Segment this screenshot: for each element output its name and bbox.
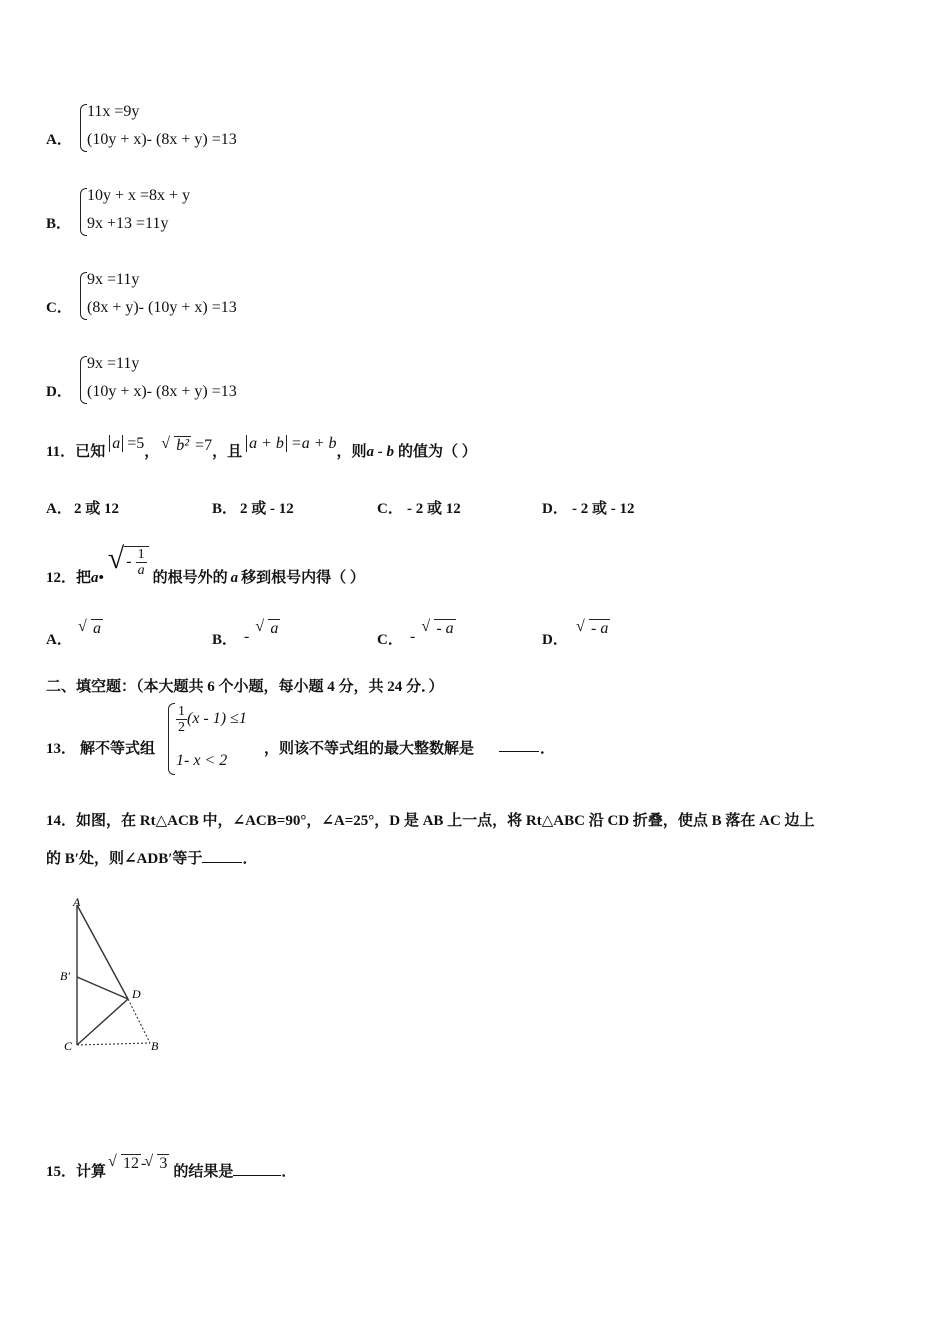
eq-5: =5 [123, 435, 145, 452]
label-b: B [151, 1039, 159, 1053]
option-label: B． [212, 501, 238, 517]
option-label: C． [377, 632, 403, 648]
question-15 [46, 1152, 297, 1180]
period: ． [281, 1164, 297, 1180]
var-a: a [230, 570, 239, 586]
label-d: D [132, 987, 141, 1001]
question-text: 解不等式组 [80, 741, 156, 757]
equation-1: 9x =11y [87, 271, 140, 288]
question-12 [46, 534, 365, 586]
brace [80, 356, 87, 404]
question-number: 12． [46, 570, 77, 586]
minus: - [141, 1155, 147, 1172]
a-dot: a• [91, 570, 104, 586]
question-11 [46, 435, 477, 461]
option-label: D． [542, 632, 568, 648]
sqrt-b2 [163, 437, 212, 454]
question-text: 的结果是 [173, 1164, 234, 1180]
brace [168, 703, 175, 775]
inequality-rest: (x - 1) ≤1 [187, 710, 247, 728]
equation-2: 9x +13 =11y [87, 215, 169, 232]
numerator: 1 [137, 546, 145, 562]
prefix: - [244, 628, 250, 645]
option-sqrt [80, 620, 103, 638]
inequality-2: 1- x < 2 [176, 752, 228, 769]
option-label: B． [212, 632, 238, 648]
option-label: C． [377, 501, 403, 517]
question-number: 15． [46, 1164, 77, 1180]
equation-2: (10y + x)- (8x + y) =13 [87, 131, 237, 148]
question-number: 13． [46, 741, 77, 757]
sqrt-expression [110, 1155, 169, 1172]
equation-1: 10y + x =8x + y [87, 187, 191, 204]
question-text: ，则 [336, 444, 367, 460]
question-text-line-1: 14．如图，在 Rt△ACB 中，∠ACB=90°，∠A=25°，D 是 AB 上一点，将 Rt△ABC 沿 CD 折叠，使点 B 落在 AC 边上 [46, 813, 815, 829]
radicand-12: 12 [123, 1155, 140, 1172]
question-text: 计算 [76, 1164, 107, 1180]
radicand: - a [591, 620, 609, 637]
abs-a-inner: a [109, 435, 123, 452]
option-label: C． [46, 300, 72, 316]
denominator: 2 [178, 720, 185, 735]
equation-2: (8x + y)- (10y + x) =13 [87, 299, 237, 316]
question-text: 的值为（ ） [398, 444, 477, 460]
question-number: 11． [46, 444, 76, 460]
option-label: D． [46, 384, 72, 400]
period: ． [540, 741, 556, 757]
question-text: 的根号外的 [152, 570, 228, 586]
inequality-1 [176, 704, 247, 735]
option-text: - 2 或 - 12 [572, 501, 635, 517]
brace [80, 188, 87, 236]
comma: ， [144, 444, 160, 460]
label-c: C [64, 1039, 73, 1053]
segment-cd [77, 999, 128, 1045]
abs-apb [246, 435, 336, 452]
side-ad [77, 905, 128, 999]
a-minus-b: a - b [366, 444, 394, 460]
side-db-dashed [128, 999, 150, 1043]
option-label: A． [46, 501, 72, 517]
abs-a [109, 435, 144, 452]
option-label: B． [46, 216, 72, 232]
option-sqrt [578, 620, 610, 638]
question-text: 的 B′处，则∠ADB′等于 [46, 851, 203, 867]
option-label: A． [46, 132, 72, 148]
fraction [136, 547, 147, 578]
radicand: a [270, 620, 279, 637]
option-text: 2 或 12 [74, 501, 120, 517]
answer-blank[interactable] [202, 851, 242, 867]
question-text: 已知 [75, 444, 106, 460]
radicand-3: 3 [159, 1155, 168, 1172]
neg-sign: - [126, 553, 132, 570]
equation-1: 11x =9y [87, 103, 140, 120]
side-cb-dashed [77, 1043, 150, 1045]
question-text: ，且 [212, 444, 243, 460]
option-text: - 2 或 12 [407, 501, 461, 517]
label-b-prime: B′ [60, 969, 70, 983]
question-text: 把 [76, 570, 92, 586]
radicand: a [93, 620, 101, 637]
segment-bpd [77, 977, 128, 999]
denominator: a [137, 562, 145, 578]
period: ． [242, 851, 258, 867]
radicand: b² [176, 437, 190, 454]
option-label: D． [542, 501, 568, 517]
question-text: 移到根号内得（ ） [241, 570, 365, 586]
option-text: 2 或 - 12 [240, 501, 294, 517]
radicand: - a [436, 620, 454, 637]
prefix: - [410, 628, 416, 645]
label-a: A [73, 895, 81, 909]
equation-2: (10y + x)- (8x + y) =13 [87, 383, 237, 400]
fraction [176, 704, 187, 735]
sqrt-neg-frac: √ - $\frac{1}{a}$ [108, 540, 149, 578]
abs-apb-inner: a + b [246, 435, 287, 452]
answer-blank[interactable] [233, 1163, 281, 1180]
equation-1: 9x =11y [87, 355, 140, 372]
option-sqrt [410, 620, 456, 645]
option-label: A． [46, 632, 72, 648]
brace [80, 104, 87, 152]
question-text: ，则该不等式组的最大整数解是 [264, 741, 475, 757]
eq-apb: =a + b [286, 435, 337, 452]
eq-7: =7 [191, 437, 213, 454]
brace [80, 272, 87, 320]
question-text-line-2 [46, 847, 257, 868]
option-sqrt [244, 620, 280, 645]
answer-blank[interactable] [499, 737, 539, 757]
triangle-figure [55, 893, 175, 1058]
section-heading: 二、填空题：（本大题共 6 个小题，每小题 4 分，共 24 分．） [46, 679, 444, 695]
numerator: 1 [178, 704, 185, 719]
